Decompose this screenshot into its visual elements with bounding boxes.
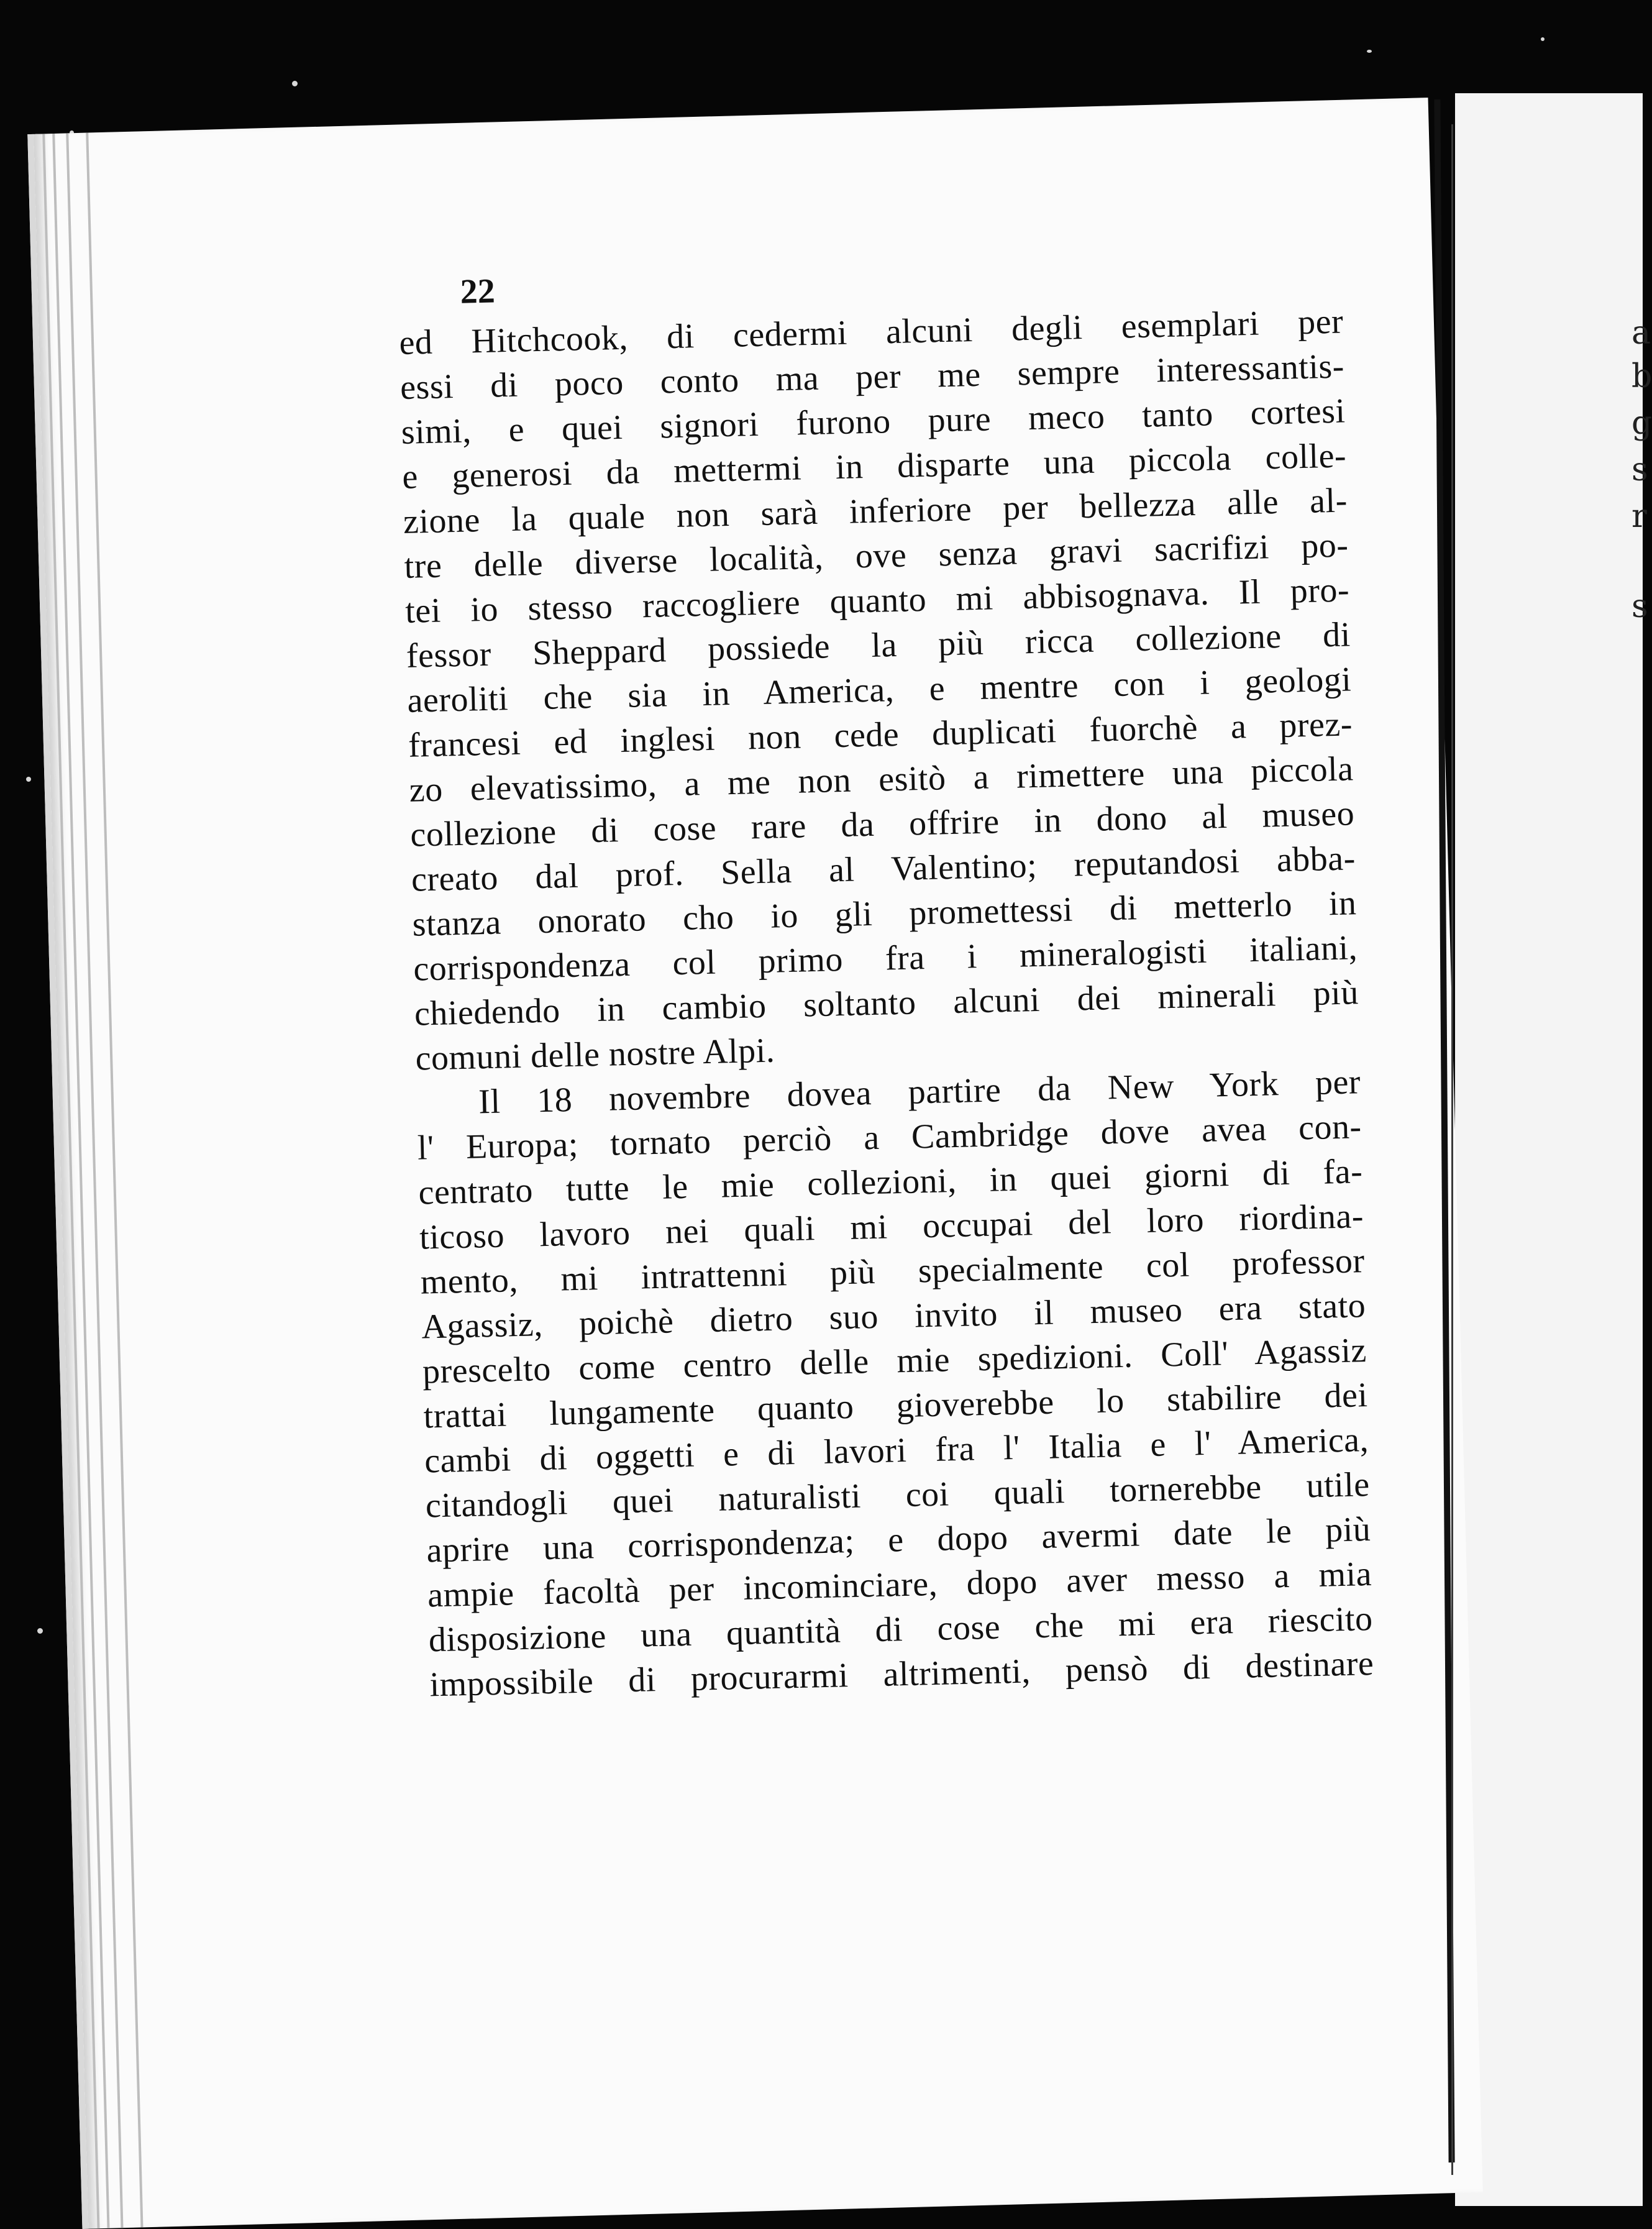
- text-line: comuni delle nostre Alpi.: [414, 1031, 775, 1078]
- text-line: tre delle diverse località, ove senza gravi sacrifizi po-: [404, 526, 1349, 586]
- facing-page-letter: r: [1631, 498, 1647, 535]
- text-line: ticoso lavoro nei quali mi occupai del loro riordina-: [419, 1197, 1364, 1257]
- text-line: corrispondenza col primo fra i mineralogisti italiani,: [413, 928, 1358, 989]
- text-line: centrato tutte le mie collezioni, in quei giorni di fa-: [418, 1152, 1363, 1212]
- text-line: essi di poco conto ma per me sempre interessantis-: [399, 347, 1345, 407]
- scan-speck: [292, 81, 298, 86]
- text-line: stanza onorato cho io gli promettessi di metterlo in: [412, 884, 1358, 944]
- text-line: tei io stesso raccogliere quanto mi abbisognava. Il pro-: [404, 570, 1350, 631]
- text-line: chiedendo in cambio soltanto alcuni dei minerali più: [414, 973, 1359, 1033]
- text-line: prescelto come centro delle mie spedizioni. Coll' Agassiz: [422, 1331, 1367, 1391]
- scan-speck: [37, 1628, 43, 1634]
- page-edge: [52, 134, 109, 2228]
- text-line: mento, mi intrattenni più specialmente col professor: [420, 1242, 1366, 1302]
- text-line: aeroliti che sia in America, e mentre con i geologi: [406, 660, 1352, 720]
- text-line: zo elevatissimo, a me non esitò a rimettere una piccola: [409, 749, 1354, 810]
- text-line: creato dal prof. Sella al Valentino; reputandosi abba-: [411, 839, 1356, 899]
- facing-page-letter: a: [1631, 314, 1651, 352]
- text-line: collezione di cose rare da offrire in dono al museo: [409, 794, 1355, 854]
- text-line: disposizione una quantità di cose che mi era riescito: [428, 1599, 1374, 1660]
- text-line: Agassiz, poichè dietro suo invito il museo era stato: [421, 1286, 1366, 1347]
- text-line: fessor Sheppard possiede la più ricca collezione di: [406, 615, 1351, 675]
- facing-page-letter: g: [1631, 405, 1652, 442]
- text-line: impossibile di procurarmi altrimenti, pensò di destinare: [429, 1644, 1374, 1705]
- text-line: citandogli quei naturalisti coi quali tornerebbe utile: [425, 1465, 1371, 1526]
- scan-speck: [1541, 37, 1545, 41]
- page-text: [398, 252, 1374, 1708]
- text-line: ampie facoltà per incominciare, dopo aver messo a mia: [427, 1554, 1372, 1615]
- page-edge: [42, 134, 99, 2228]
- text-line: trattai lungamente quanto gioverebbe lo stabilire dei: [423, 1376, 1369, 1436]
- text-line: cambi di oggetti e di lavori fra l' Italia e l' America,: [424, 1421, 1369, 1481]
- text-line: francesi ed inglesi non cede duplicati fuorchè a prez-: [408, 705, 1353, 765]
- binding-gutter-edge: [1451, 124, 1453, 2175]
- facing-page-letter: s: [1631, 451, 1648, 488]
- page-number: 22: [459, 272, 496, 311]
- text-line: Il 18 novembre dovea partire da New York per: [478, 1063, 1361, 1122]
- text-line: e generosi da mettermi in disparte una piccola colle-: [401, 436, 1347, 497]
- facing-page-letter: s: [1631, 588, 1648, 625]
- text-line: ed Hitchcook, di cedermi alcuni degli esemplari per: [398, 302, 1344, 362]
- facing-page-letter: b: [1631, 358, 1652, 395]
- text-line: zione la quale non sarà inferiore per bellezza alle al-: [403, 481, 1348, 541]
- text-line: aprire una corrispondenza; e dopo avermi date le più: [426, 1509, 1371, 1570]
- scan-speck: [1367, 50, 1372, 53]
- text-line: l' Europa; tornato perciò a Cambridge dove avea con-: [417, 1107, 1362, 1168]
- text-line: simi, e quei signori furono pure meco tanto cortesi: [401, 391, 1346, 452]
- facing-page: [1455, 93, 1643, 2206]
- scan-speck: [26, 777, 31, 782]
